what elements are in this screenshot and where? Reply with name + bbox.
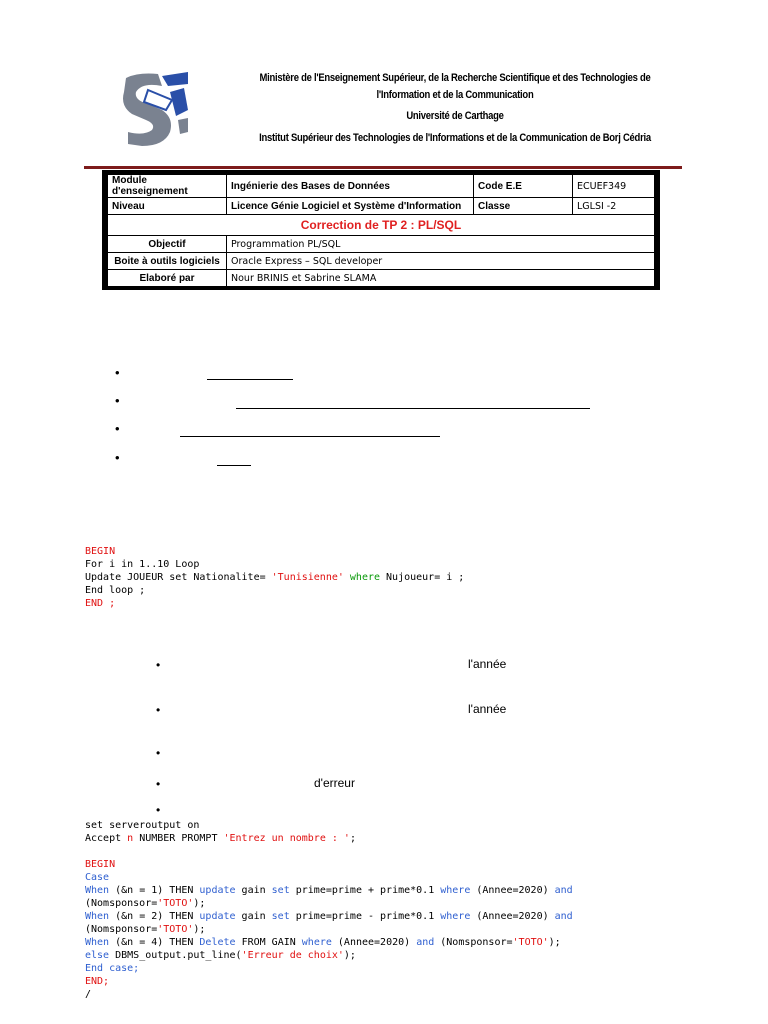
code-line: (&n = 2)	[109, 911, 164, 922]
code-line: gain	[235, 885, 272, 896]
code-keyword: set	[271, 885, 290, 896]
code-line: THEN	[163, 937, 200, 948]
code-keyword: where	[440, 911, 471, 922]
code-string: 'TOTO'	[157, 924, 194, 935]
code-keyword: update	[199, 885, 236, 896]
code-line: prime=prime + prime*0.1	[289, 885, 441, 896]
code-keyword: When	[85, 885, 110, 896]
code-string: 'Erreur de choix'	[241, 950, 344, 961]
course-info-table	[102, 170, 660, 290]
header-rule	[84, 166, 682, 169]
code-keyword: where	[343, 572, 381, 583]
code-line: DBMS_output.put_line(	[109, 950, 242, 961]
code-keyword: When	[85, 937, 110, 948]
code-line: );	[193, 924, 206, 935]
code-line: set serveroutput on	[85, 820, 200, 831]
code-string: 'Tunisienne'	[271, 572, 344, 583]
code-line: );	[343, 950, 356, 961]
code-keyword: and	[554, 885, 573, 896]
document-title: Correction de TP 2 : PL/SQL	[108, 215, 655, 236]
university-name: Université de Carthage	[406, 110, 504, 122]
code-block-loop	[85, 545, 464, 610]
code-value: ECUEF349	[573, 175, 655, 198]
bullet-icon: •	[115, 450, 120, 465]
objectif-value: Programmation PL/SQL	[227, 236, 655, 253]
code-line: /	[85, 989, 92, 1000]
module-label: Module d'enseignement	[108, 175, 227, 198]
underline-mark	[207, 379, 293, 380]
code-line: Nujoueur= i ;	[380, 572, 465, 583]
code-block-case	[85, 819, 573, 1001]
university-logo	[118, 70, 192, 150]
code-line: );	[193, 898, 206, 909]
code-keyword: END;	[85, 976, 110, 987]
elabore-label: Elaboré par	[108, 270, 227, 287]
code-line: (Annee=2020)	[331, 937, 417, 948]
bullet-icon: •	[115, 365, 120, 380]
outils-value: Oracle Express – SQL developer	[227, 253, 655, 270]
code-keyword: else	[85, 950, 110, 961]
bullet-icon: •	[156, 658, 161, 672]
ministry-line-2: l'Information et de la Communication	[376, 89, 534, 101]
list-item-text: d'erreur	[314, 776, 355, 790]
code-keyword: where	[440, 885, 471, 896]
code-string: 'Entrez un nombre : '	[223, 833, 350, 844]
underline-mark	[236, 408, 590, 409]
code-label: Code E.E	[474, 175, 573, 198]
code-line: prime=prime - prime*0.1	[289, 911, 441, 922]
code-line: ;	[349, 833, 356, 844]
code-line: THEN	[163, 911, 200, 922]
code-keyword: BEGIN	[85, 859, 116, 870]
code-keyword: BEGIN	[85, 546, 116, 557]
bullet-icon: •	[156, 746, 161, 760]
code-line: (Annee=2020)	[470, 911, 555, 922]
code-variable: n	[127, 833, 134, 844]
code-keyword: Delete	[199, 937, 236, 948]
code-line: gain	[235, 911, 272, 922]
code-line: Update JOUEUR set Nationalite=	[85, 572, 272, 583]
bullet-icon: •	[115, 421, 120, 436]
code-keyword: where	[301, 937, 332, 948]
code-keyword: and	[416, 937, 435, 948]
code-line: (&n = 1)	[109, 885, 164, 896]
classe-value: LGLSI -2	[573, 198, 655, 215]
code-line: (Nomsponsor=	[85, 924, 158, 935]
elabore-value: Nour BRINIS et Sabrine SLAMA	[227, 270, 655, 287]
code-line: NUMBER PROMPT	[133, 833, 224, 844]
bullet-icon: •	[156, 803, 161, 817]
list-item-text: l'année	[468, 657, 507, 671]
underline-mark	[180, 436, 440, 437]
niveau-value: Licence Génie Logiciel et Système d'Information	[227, 198, 474, 215]
ministry-line-1: Ministère de l'Enseignement Supérieur, de la Recherche Scientifique et des Technologies de	[259, 72, 651, 84]
niveau-label: Niveau	[108, 198, 227, 215]
code-keyword: update	[199, 911, 236, 922]
code-keyword: FROM	[241, 937, 266, 948]
code-line: THEN	[163, 885, 200, 896]
code-keyword: End case;	[85, 963, 140, 974]
code-keyword: and	[554, 911, 573, 922]
code-line: (Nomsponsor=	[434, 937, 513, 948]
institute-name: Institut Supérieur des Technologies de l'Informations et de la Communication de Borj Cédria	[259, 132, 651, 144]
code-line: Accept	[85, 833, 128, 844]
bullet-icon: •	[115, 393, 120, 408]
code-string: 'TOTO'	[512, 937, 549, 948]
code-line: );	[548, 937, 561, 948]
code-keyword: END ;	[85, 598, 116, 609]
code-line: GAIN	[265, 937, 302, 948]
underline-mark	[217, 465, 251, 466]
objectif-label: Objectif	[108, 236, 227, 253]
code-string: 'TOTO'	[157, 898, 194, 909]
code-line: End loop ;	[85, 585, 146, 596]
code-keyword: Case	[85, 872, 110, 883]
code-line: (&n = 4)	[109, 937, 164, 948]
code-line: (Annee=2020)	[470, 885, 555, 896]
code-keyword: When	[85, 911, 110, 922]
code-line: For i in 1..10 Loop	[85, 559, 200, 570]
bullet-icon: •	[156, 777, 161, 791]
code-line: (Nomsponsor=	[85, 898, 158, 909]
bullet-icon: •	[156, 703, 161, 717]
code-keyword: set	[271, 911, 290, 922]
outils-label: Boite à outils logiciels	[108, 253, 227, 270]
module-value: Ingénierie des Bases de Données	[227, 175, 474, 198]
list-item-text: l'année	[468, 702, 507, 716]
classe-label: Classe	[474, 198, 573, 215]
